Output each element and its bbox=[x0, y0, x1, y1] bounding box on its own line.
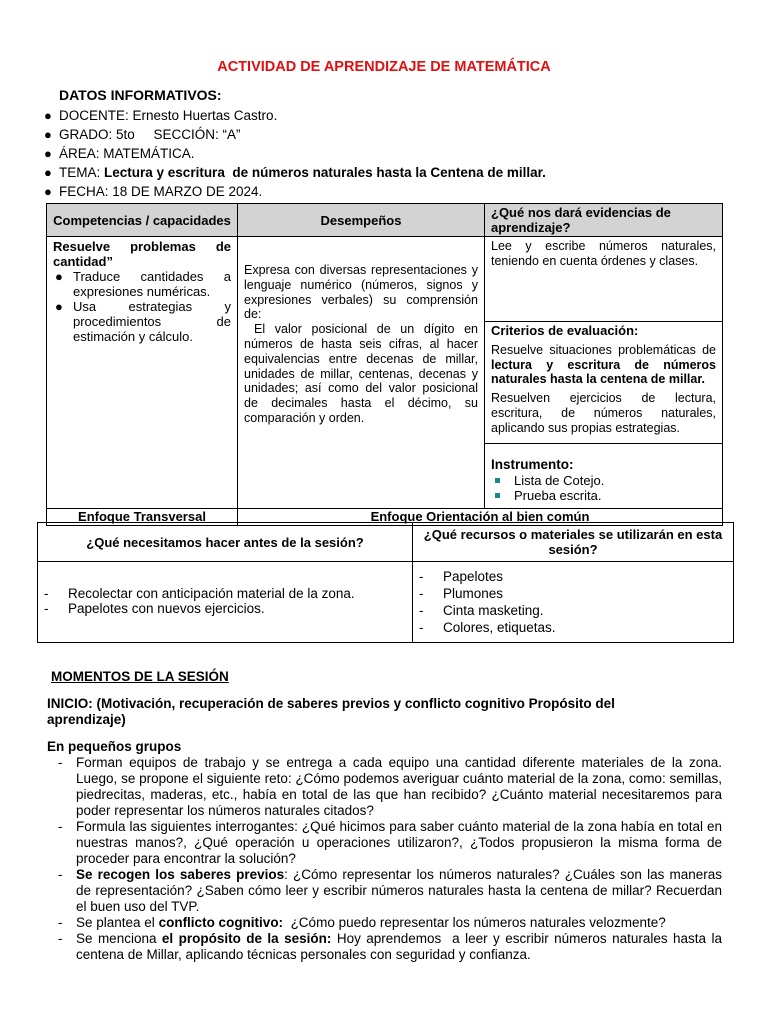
criterio-2: Resuelven ejercicios de lectura, escritura, de números naturales, aplicando sus propias estrategias. bbox=[491, 391, 716, 435]
header-competencias: Competencias / capacidades bbox=[47, 204, 238, 237]
capacidades-list bbox=[53, 269, 231, 344]
capacidad-item: ● Traduce cantidades a expresiones numéricas. bbox=[55, 269, 231, 299]
step-item: - Se plantea el conflicto cognitivo: ¿Cómo puedo representar los números naturales velozmente? bbox=[58, 915, 666, 930]
recursos-list bbox=[413, 568, 733, 636]
antes-item: - Papelotes con nuevos ejercicios. bbox=[44, 601, 265, 616]
bullet-icon: ● bbox=[44, 165, 52, 180]
evidencia-text: Lee y escribe números naturales, teniendo en cuenta órdenes y clases. bbox=[491, 239, 716, 268]
step-item: - Forman equipos de trabajo y se entrega a cada equipo una cantidad diferente materiales de la zona. Luego, se propone el siguiente reto: ¿Cómo podemos averiguar cuánto material de la zona, como: semillas, piedrecitas, maderas, etc., había en total de las que han recibido? ¿Cuánto material necesitaremos para poder representar los números naturales citados? bbox=[58, 755, 722, 818]
grupos-heading: En pequeños grupos bbox=[47, 739, 182, 754]
bullet-icon: ● bbox=[44, 184, 52, 199]
header-evidencias: ¿Qué nos dará evidencias de aprendizaje? bbox=[485, 204, 723, 237]
step-item: - Se recogen los saberes previos: ¿Cómo representar los números naturales? ¿Cuáles son las maneras de representación? ¿Saben cómo leer y escribir números naturales hasta la centena de millar? Recuerdan el buen uso del TVP. bbox=[58, 867, 722, 914]
antes-item: - Recolectar con anticipación material de la zona. bbox=[44, 586, 355, 601]
desempeno-detail: El valor posicional de un dígito en números de hasta seis cifras, al hacer equivalencias entre decenas de millar, unidades de millar, centenas, decenas y unidades; así como del valor posicional de decimales hasta el décimo, su comparación y orden. bbox=[244, 322, 478, 425]
recurso-item: - Plumones bbox=[419, 586, 504, 601]
desempeno-intro: Expresa con diversas representaciones y lenguaje numérico (números, signos y expresiones verbales) su comprensión de: bbox=[244, 263, 478, 322]
competencia-text: Resuelve problemas de cantidad” bbox=[53, 239, 231, 269]
desempenos-cell bbox=[238, 237, 485, 509]
step-item: - Se menciona el propósito de la sesión: Hoy aprendemos a leer y escribir números naturales hasta la centena de Millar, aplicando técnicas personales con seguridad y confianza. bbox=[58, 931, 726, 962]
datos-tema: ● TEMA: Lectura y escritura de números naturales hasta la Centena de millar. bbox=[44, 165, 546, 180]
bullet-icon: ● bbox=[44, 108, 52, 123]
preparacion-table bbox=[37, 522, 734, 643]
instrumento-heading: Instrumento: bbox=[491, 457, 574, 472]
recurso-item: - Cinta masketing. bbox=[419, 603, 544, 618]
header-desempenos: Desempeños bbox=[238, 204, 485, 237]
instrumentos-list bbox=[491, 473, 716, 503]
instrumento-box bbox=[485, 444, 722, 508]
bullet-icon: ● bbox=[44, 127, 52, 142]
criterios-box bbox=[485, 322, 722, 444]
datos-grado: ● GRADO: 5to SECCIÓN: “A” bbox=[44, 127, 241, 142]
antes-list bbox=[38, 586, 412, 616]
header-antes: ¿Qué necesitamos hacer antes de la sesión? bbox=[38, 523, 413, 562]
datos-heading: DATOS INFORMATIVOS: bbox=[59, 87, 222, 103]
bullet-icon: ● bbox=[44, 146, 52, 161]
instrumento-item: Prueba escrita. bbox=[491, 488, 716, 503]
bullet-icon: ● bbox=[55, 269, 63, 284]
header-recursos: ¿Qué recursos o materiales se utilizarán en esta sesión? bbox=[413, 523, 734, 562]
recurso-item: - Colores, etiquetas. bbox=[419, 620, 556, 635]
capacidad-item: ● Usa estrategias y procedimientos de estimación y cálculo. bbox=[55, 299, 231, 344]
evidencia-box bbox=[485, 237, 722, 322]
competencias-table bbox=[46, 203, 723, 526]
criterios-heading: Criterios de evaluación: bbox=[491, 323, 639, 338]
bullet-icon: ● bbox=[55, 299, 63, 314]
recurso-item: - Papelotes bbox=[419, 569, 504, 584]
enfoque-label: Enfoque Transversal bbox=[47, 509, 238, 526]
inicio-steps bbox=[46, 755, 726, 963]
enfoque-value: Enfoque Orientación al bien común bbox=[238, 509, 723, 526]
datos-docente: ● DOCENTE: Ernesto Huertas Castro. bbox=[44, 108, 278, 123]
evidencias-cell bbox=[485, 237, 723, 509]
criterio-1: Resuelve situaciones problemáticas de lectura y escritura de números naturales hasta la centena de millar. bbox=[491, 342, 716, 387]
datos-fecha: ● FECHA: 18 DE MARZO DE 2024. bbox=[44, 184, 263, 199]
antes-cell bbox=[38, 562, 413, 643]
instrumento-item: Lista de Cotejo. bbox=[491, 473, 716, 488]
datos-list bbox=[44, 106, 546, 201]
competencias-cell bbox=[47, 237, 238, 509]
momentos-heading: MOMENTOS DE LA SESIÓN bbox=[51, 669, 229, 684]
step-item: - Formula las siguientes interrogantes: ¿Qué hicimos para saber cuánto material de la zona había en total en nuestras manos?, ¿Qué operación u operaciones utilizaron?, ¿Todos propusieron la misma forma de proceder para encontrar la solución? bbox=[58, 819, 722, 866]
square-bullet-icon bbox=[495, 493, 500, 498]
recursos-cell bbox=[413, 562, 734, 643]
document-title: ACTIVIDAD DE APRENDIZAJE DE MATEMÁTICA bbox=[217, 59, 551, 75]
square-bullet-icon bbox=[495, 478, 500, 483]
datos-area: ● ÁREA: MATEMÁTICA. bbox=[44, 146, 195, 161]
inicio-heading: INICIO: (Motivación, recuperación de saberes previos y conflicto cognitivo Propósito del aprendizaje) bbox=[47, 696, 615, 727]
